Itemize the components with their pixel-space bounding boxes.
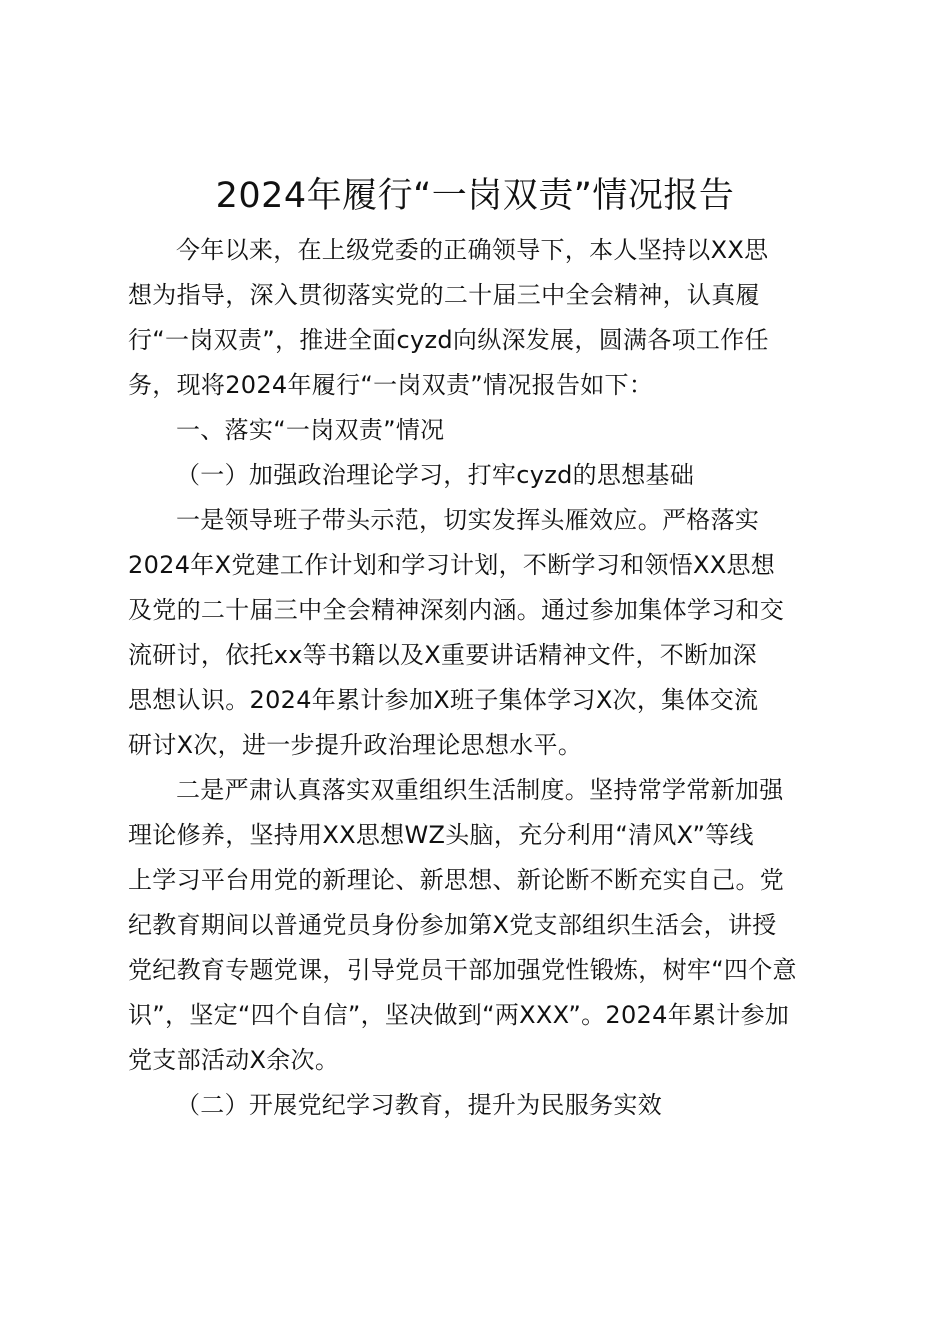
paragraph-line: 及党的二十届三中全会精神深刻内涵。通过参加集体学习和交 (128, 596, 785, 624)
paragraph-line: 党支部活动X余次。 (128, 1046, 340, 1074)
paragraph-line: 党纪教育专题党课，引导党员干部加强党性锻炼，树牢“四个意 (128, 956, 797, 984)
document-body (128, 228, 840, 1128)
subsection-heading: （一）加强政治理论学习，打牢cyzd的思想基础 (176, 461, 695, 489)
paragraph-line: 纪教育期间以普通党员身份参加第X党支部组织生活会，讲授 (128, 911, 777, 939)
body-paragraph (128, 768, 840, 1083)
paragraph-line: 一是领导班子带头示范，切实发挥头雁效应。严格落实 (176, 506, 760, 534)
paragraph-line: 识”，坚定“四个自信”，坚决做到“两XXX”。2024年累计参加 (128, 1001, 790, 1029)
paragraph-line: 流研讨，依托xx等书籍以及X重要讲话精神文件，不断加深 (128, 641, 757, 669)
paragraph-line: 二是严肃认真落实双重组织生活制度。坚持常学常新加强 (176, 776, 784, 804)
paragraph-line: 2024年X党建工作计划和学习计划，不断学习和领悟XX思想 (128, 551, 776, 579)
document-title: 2024年履行“一岗双责”情况报告 (215, 176, 735, 216)
paragraph-line: 研讨X次，进一步提升政治理论思想水平。 (128, 731, 583, 759)
paragraph-line: 上学习平台用党的新理论、新思想、新论断不断充实自己。党 (128, 866, 785, 894)
body-paragraph (128, 498, 840, 768)
paragraph-line: 思想认识。2024年累计参加X班子集体学习X次，集体交流 (128, 686, 759, 714)
section-heading: 一、落实“一岗双责”情况 (176, 416, 445, 444)
paragraph-line: 务，现将2024年履行“一岗双责”情况报告如下： (128, 371, 654, 399)
paragraph-line: 今年以来，在上级党委的正确领导下，本人坚持以XX思 (176, 236, 769, 264)
intro-paragraph (128, 228, 840, 408)
paragraph-line: 理论修养，坚持用XX思想WZ头脑，充分利用“清风X”等线 (128, 821, 754, 849)
subsection-heading: （二）开展党纪学习教育，提升为民服务实效 (176, 1091, 662, 1119)
paragraph-line: 行“一岗双责”，推进全面cyzd向纵深发展，圆满各项工作任 (128, 326, 769, 354)
paragraph-line: 想为指导，深入贯彻落实党的二十届三中全会精神，认真履 (128, 281, 760, 309)
